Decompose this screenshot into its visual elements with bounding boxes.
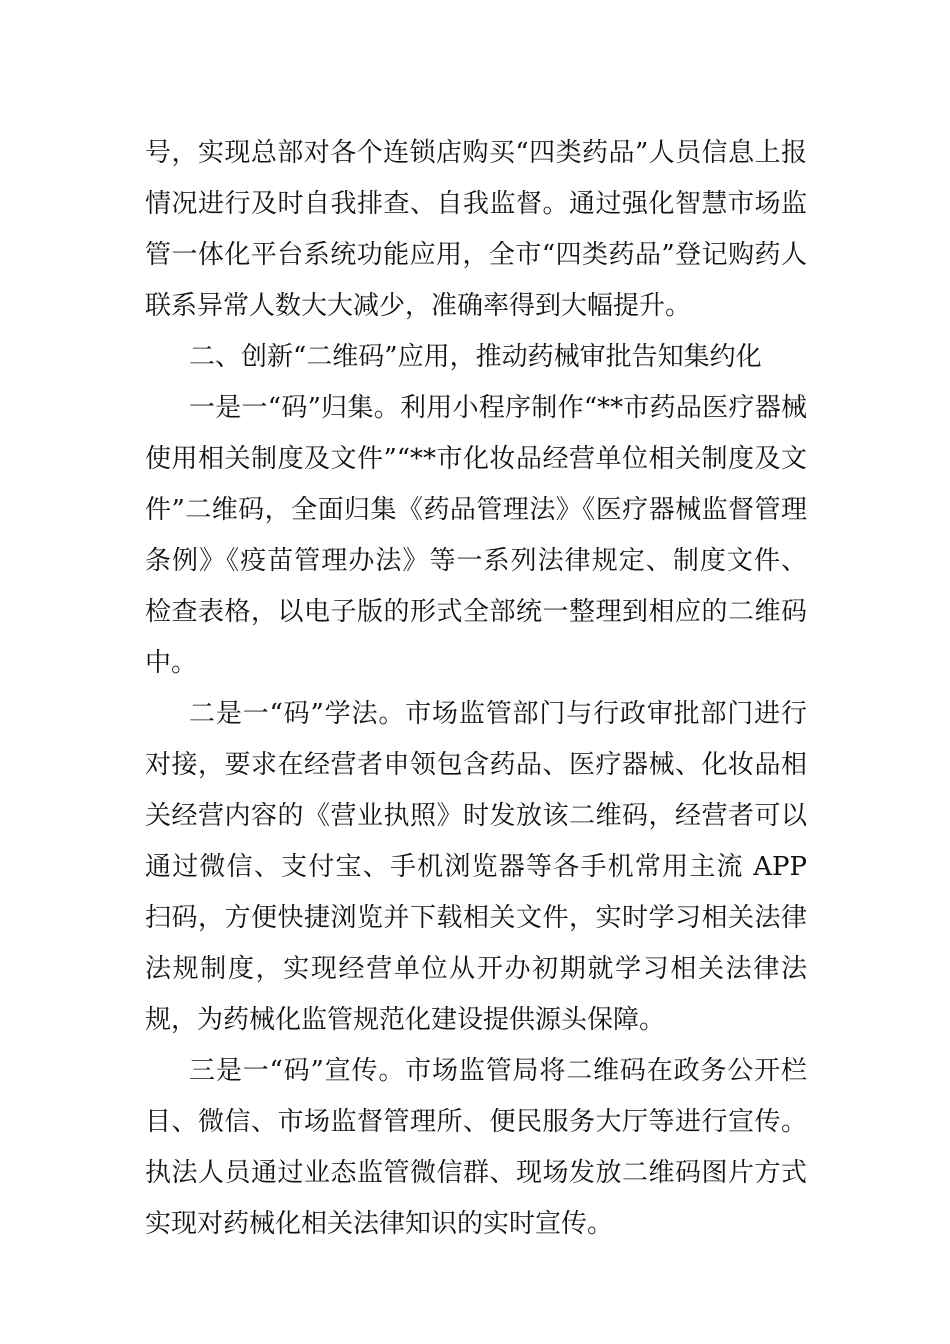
document-page <box>145 128 807 1250</box>
paragraph-code-learning: 二是一“码”学法。市场监管部门与行政审批部门进行对接，要求在经营者申领包含药品、医疗器械、化妆品相关经营内容的《营业执照》时发放该二维码，经营者可以通过微信、支付宝、手机浏览器等各手机常用主流 APP 扫码，方便快捷浏览并下载相关文件，实时学习相关法律法规制度，实现经营单位从开办初期就学习相关法律法规，为药械化监管规范化建设提供源头保障。 <box>145 699 807 1035</box>
paragraph-code-collection: 一是一“码”归集。利用小程序制作“**市药品医疗器械使用相关制度及文件”“**市化妆品经营单位相关制度及文件”二维码，全面归集《药品管理法》《医疗器械监督管理条例》《疫苗管理办法》等一系列法律规定、制度文件、检查表格，以电子版的形式全部统一整理到相应的二维码中。 <box>145 393 807 678</box>
section-heading: 二、创新“二维码”应用，推动药械审批告知集约化 <box>189 342 762 372</box>
paragraph-code-publicity: 三是一“码”宣传。市场监管局将二维码在政务公开栏目、微信、市场监督管理所、便民服务大厅等进行宣传。执法人员通过业态监管微信群、现场发放二维码图片方式实现对药械化相关法律知识的实时宣传。 <box>145 1056 807 1239</box>
paragraph-continuation: 号，实现总部对各个连锁店购买“四类药品”人员信息上报情况进行及时自我排查、自我监督。通过强化智慧市场监管一体化平台系统功能应用，全市“四类药品”登记购药人联系异常人数大大减少，准确率得到大幅提升。 <box>145 138 807 321</box>
